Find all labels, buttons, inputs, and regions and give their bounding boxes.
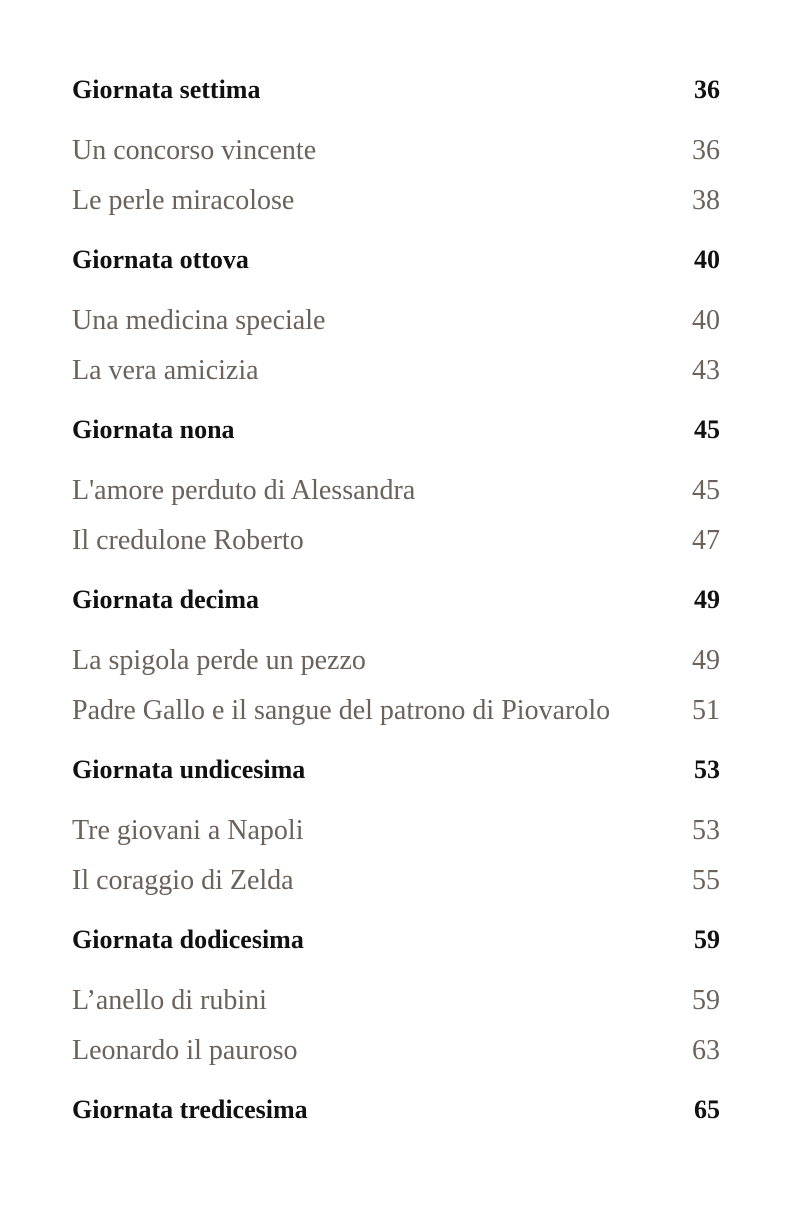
entry-page-number: 45 — [692, 475, 720, 506]
entry-page-number: 43 — [692, 355, 720, 386]
toc-section — [72, 68, 720, 226]
section-page-number: 49 — [694, 585, 720, 614]
entry-title: Un concorso vincente — [72, 135, 317, 166]
toc-section — [72, 1088, 720, 1132]
section-title: Giornata ottova — [72, 245, 249, 274]
section-page-number: 40 — [694, 245, 720, 274]
entry-title: Tre giovani a Napoli — [72, 815, 304, 846]
section-title: Giornata tredicesima — [72, 1095, 308, 1124]
toc-entry[interactable] — [72, 466, 720, 516]
table-of-contents — [72, 68, 720, 1146]
entry-title: La spigola perde un pezzo — [72, 645, 366, 676]
entry-title: Il coraggio di Zelda — [72, 865, 294, 896]
entry-title: La vera amicizia — [72, 355, 259, 386]
entry-page-number: 53 — [692, 815, 720, 846]
entry-title: Leonardo il pauroso — [72, 1035, 298, 1066]
entry-page-number: 51 — [692, 695, 720, 726]
toc-section — [72, 578, 720, 736]
section-page-number: 53 — [694, 755, 720, 784]
toc-entry[interactable] — [72, 126, 720, 176]
section-title: Giornata nona — [72, 415, 235, 444]
toc-entry[interactable] — [72, 1026, 720, 1076]
section-page-number: 59 — [694, 925, 720, 954]
toc-entry[interactable] — [72, 636, 720, 686]
toc-entry[interactable] — [72, 806, 720, 856]
entry-title: L’anello di rubini — [72, 985, 267, 1016]
entry-page-number: 36 — [692, 135, 720, 166]
toc-section — [72, 918, 720, 1076]
section-heading[interactable] — [72, 748, 720, 792]
entry-title: L'amore perduto di Alessandra — [72, 475, 416, 506]
entry-page-number: 49 — [692, 645, 720, 676]
section-title: Giornata undicesima — [72, 755, 306, 784]
toc-entry[interactable] — [72, 346, 720, 396]
toc-section — [72, 748, 720, 906]
section-page-number: 36 — [694, 75, 720, 104]
toc-section — [72, 238, 720, 396]
entry-title: Il credulone Roberto — [72, 525, 304, 556]
entry-page-number: 63 — [692, 1035, 720, 1066]
toc-section — [72, 408, 720, 566]
toc-entry[interactable] — [72, 686, 720, 736]
section-heading[interactable] — [72, 408, 720, 452]
section-title: Giornata settima — [72, 75, 261, 104]
entry-page-number: 38 — [692, 185, 720, 216]
section-title: Giornata decima — [72, 585, 260, 614]
toc-entry[interactable] — [72, 516, 720, 566]
toc-entry[interactable] — [72, 296, 720, 346]
toc-entry[interactable] — [72, 856, 720, 906]
toc-entry[interactable] — [72, 976, 720, 1026]
entry-title: Padre Gallo e il sangue del patrono di Piovarolo — [72, 695, 611, 726]
section-heading[interactable] — [72, 918, 720, 962]
section-heading[interactable] — [72, 238, 720, 282]
section-page-number: 65 — [694, 1095, 720, 1124]
entry-page-number: 59 — [692, 985, 720, 1016]
section-title: Giornata dodicesima — [72, 925, 304, 954]
entry-page-number: 40 — [692, 305, 720, 336]
entry-page-number: 55 — [692, 865, 720, 896]
section-heading[interactable] — [72, 68, 720, 112]
section-page-number: 45 — [694, 415, 720, 444]
toc-entry[interactable] — [72, 176, 720, 226]
section-heading[interactable] — [72, 578, 720, 622]
section-heading[interactable] — [72, 1088, 720, 1132]
entry-page-number: 47 — [692, 525, 720, 556]
entry-title: Una medicina speciale — [72, 305, 326, 336]
entry-title: Le perle miracolose — [72, 185, 295, 216]
